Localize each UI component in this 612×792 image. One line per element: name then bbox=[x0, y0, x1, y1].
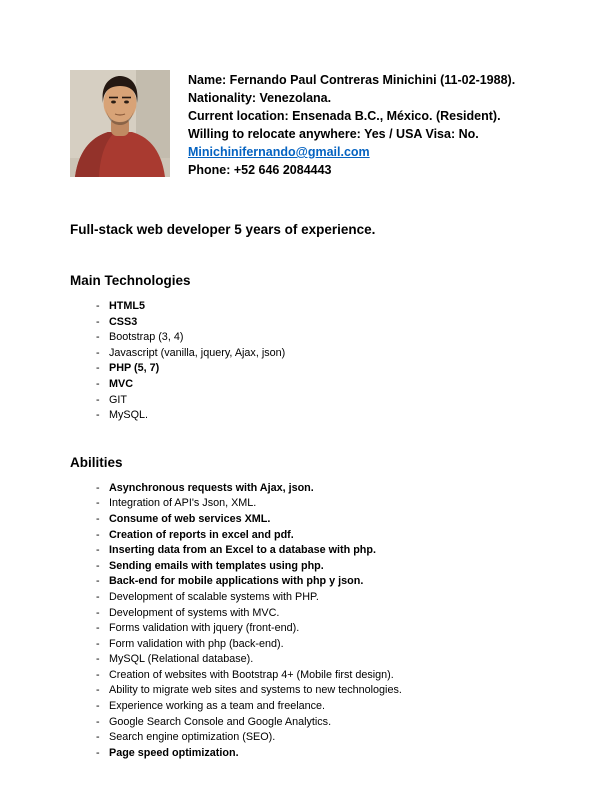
list-item bbox=[96, 481, 546, 497]
list-item-text: Creation of websites with Bootstrap 4+ (Mobile first design). bbox=[109, 668, 394, 681]
list-item-text: Inserting data from an Excel to a database with php. bbox=[109, 544, 376, 557]
contact-line: Nationality: Venezolana. bbox=[188, 91, 332, 105]
bullet-dash: - bbox=[96, 606, 100, 619]
bullet-dash: - bbox=[96, 590, 100, 603]
bullet-dash: - bbox=[96, 512, 100, 525]
bullet-dash: - bbox=[96, 528, 100, 541]
list-item bbox=[96, 652, 546, 668]
portrait-photo-graphic bbox=[70, 70, 170, 177]
bullet-dash: - bbox=[96, 559, 100, 572]
bullet-dash: - bbox=[96, 668, 100, 681]
summary-heading: Full-stack web developer 5 years of experience. bbox=[70, 222, 376, 237]
bullet-dash: - bbox=[96, 331, 100, 344]
bullet-dash: - bbox=[96, 746, 100, 759]
list-item-text: CSS3 bbox=[109, 315, 138, 328]
bullet-dash: - bbox=[96, 731, 100, 744]
bullet-dash: - bbox=[96, 715, 100, 728]
list-item bbox=[96, 668, 546, 684]
list-item-text: Asynchronous requests with Ajax, json. bbox=[109, 481, 314, 494]
list-item bbox=[96, 330, 546, 346]
section-title-main-technologies: Main Technologies bbox=[70, 273, 191, 288]
list-item bbox=[96, 621, 546, 637]
list-item bbox=[96, 361, 546, 377]
list-item-text: Integration of API's Json, XML. bbox=[109, 497, 257, 510]
list-item-text: MySQL. bbox=[109, 409, 148, 422]
list-item bbox=[96, 699, 546, 715]
contact-line: Phone: +52 646 2084443 bbox=[188, 163, 332, 177]
bullet-dash: - bbox=[96, 315, 100, 328]
list-item bbox=[96, 559, 546, 575]
abilities-list bbox=[70, 481, 546, 762]
list-item bbox=[96, 637, 546, 653]
bullet-dash: - bbox=[96, 637, 100, 650]
list-item-text: Development of scalable systems with PHP. bbox=[109, 590, 319, 603]
bullet-dash: - bbox=[96, 300, 100, 312]
list-item-text: Form validation with php (back-end). bbox=[109, 637, 284, 650]
email-link[interactable]: Minichinifernando@gmail.com bbox=[188, 145, 370, 159]
list-item-text: Ability to migrate web sites and systems to new technologies. bbox=[109, 684, 402, 697]
list-item bbox=[96, 346, 546, 362]
list-item bbox=[96, 512, 546, 528]
bullet-dash: - bbox=[96, 684, 100, 697]
list-item-text: Javascript (vanilla, jquery, Ajax, json) bbox=[109, 346, 286, 359]
list-item bbox=[96, 528, 546, 544]
bullet-dash: - bbox=[96, 544, 100, 557]
list-item bbox=[96, 408, 546, 424]
list-item-text: HTML5 bbox=[109, 300, 145, 312]
list-item bbox=[96, 393, 546, 409]
list-item bbox=[96, 683, 546, 699]
list-item-text: Search engine optimization (SEO). bbox=[109, 731, 276, 744]
header-section bbox=[70, 70, 546, 179]
portrait-photo bbox=[70, 70, 170, 177]
contact-line: Name: Fernando Paul Contreras Minichini (11-02-1988). bbox=[188, 73, 516, 87]
list-item-text: Development of systems with MVC. bbox=[109, 606, 280, 619]
list-item-text: MySQL (Relational database). bbox=[109, 653, 254, 666]
list-item-text: Forms validation with jquery (front-end). bbox=[109, 622, 300, 635]
bullet-dash: - bbox=[96, 377, 100, 390]
list-item bbox=[96, 730, 546, 746]
list-item bbox=[96, 715, 546, 731]
list-item-text: Bootstrap (3, 4) bbox=[109, 331, 184, 344]
list-item-text: PHP (5, 7) bbox=[109, 362, 160, 375]
list-item bbox=[96, 746, 546, 762]
list-item bbox=[96, 496, 546, 512]
bullet-dash: - bbox=[96, 575, 100, 588]
contact-info bbox=[188, 70, 515, 179]
list-item-text: Consume of web services XML. bbox=[109, 512, 271, 525]
list-item bbox=[96, 574, 546, 590]
list-item-text: Sending emails with templates using php. bbox=[109, 559, 324, 572]
list-item bbox=[96, 299, 546, 315]
list-item bbox=[96, 377, 546, 393]
bullet-dash: - bbox=[96, 653, 100, 666]
bullet-dash: - bbox=[96, 481, 100, 494]
bullet-dash: - bbox=[96, 393, 100, 406]
bullet-dash: - bbox=[96, 362, 100, 375]
list-item bbox=[96, 590, 546, 606]
list-item-text: Back-end for mobile applications with php y json. bbox=[109, 575, 364, 588]
list-item-text: Experience working as a team and freelance. bbox=[109, 700, 326, 713]
list-item-text: Creation of reports in excel and pdf. bbox=[109, 528, 294, 541]
list-item bbox=[96, 606, 546, 622]
list-item-text: GIT bbox=[109, 393, 127, 406]
section-title-abilities: Abilities bbox=[70, 454, 123, 470]
list-item bbox=[96, 543, 546, 559]
bullet-dash: - bbox=[96, 497, 100, 510]
list-item bbox=[96, 315, 546, 331]
list-item-text: Google Search Console and Google Analytics. bbox=[109, 715, 332, 728]
bullet-dash: - bbox=[96, 409, 100, 422]
bullet-dash: - bbox=[96, 622, 100, 635]
list-item-text: MVC bbox=[109, 377, 133, 390]
bullet-dash: - bbox=[96, 700, 100, 713]
contact-line: Willing to relocate anywhere: Yes / USA Visa: No. bbox=[188, 127, 479, 141]
bullet-dash: - bbox=[96, 346, 100, 359]
list-item-text: Page speed optimization. bbox=[109, 746, 239, 759]
contact-line: Current location: Ensenada B.C., México. (Resident). bbox=[188, 109, 501, 123]
main-technologies-list bbox=[70, 299, 546, 424]
